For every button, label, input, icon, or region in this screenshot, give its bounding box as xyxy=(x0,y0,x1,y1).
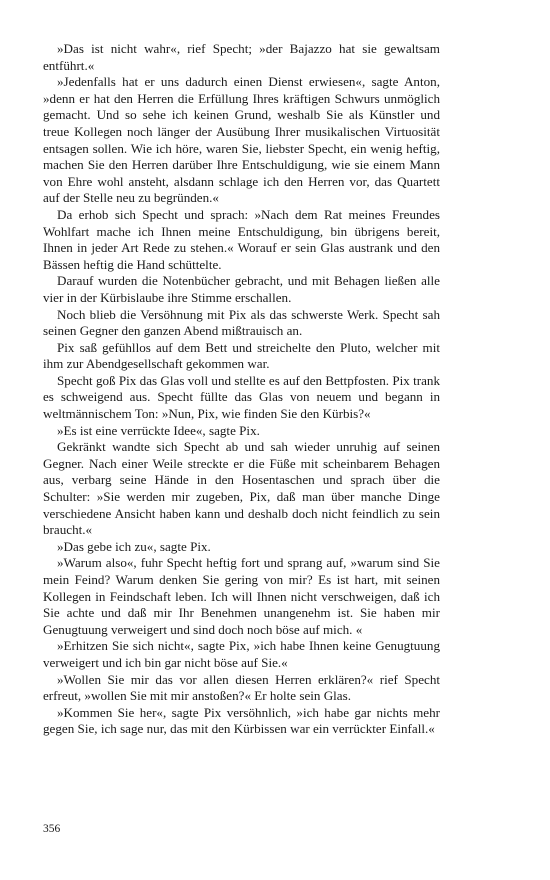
paragraph: Specht goß Pix das Glas voll und stellte es auf den Bettpfosten. Pix trank es schweigend aus. Specht füllte das Glas von neuem und begann in weltmännischem Ton: »Nun, Pix, wie finden Sie den Kürbis?« xyxy=(43,372,440,422)
paragraph: Noch blieb die Versöhnung mit Pix als das schwerste Werk. Specht sah seinen Gegner den ganzen Abend mißtrauisch an. xyxy=(43,306,440,339)
paragraph: »Jedenfalls hat er uns dadurch einen Dienst erwiesen«, sagte Anton, »denn er hat den Herren die Erfüllung Ihres kräftigen Schwurs unmöglich gemacht. Und so sehe ich keinen Grund, weshalb Sie als Künstler und treue Kollegen noch länger der Ausübung Ihrer musikalischen Virtuosität entsagen sollen. Wie ich höre, waren Sie, liebster Specht, ein wenig heftig, machen Sie den Herren darüber Ihre Entschuldigung, wie sie einem Mann von Ehre wohl ansteht, alsdann schlage ich den Herren vor, das Quartett auf der Stelle neu zu begründen.« xyxy=(43,74,440,206)
body-text xyxy=(43,41,440,738)
paragraph: »Kommen Sie her«, sagte Pix versöhnlich, »ich habe gar nichts mehr gegen Sie, ich sage nur, das mit den Kürbissen war ein verrückter Einfall.« xyxy=(43,704,440,737)
paragraph: »Das ist nicht wahr«, rief Specht; »der Bajazzo hat sie gewaltsam entführt.« xyxy=(43,41,440,73)
paragraph: »Es ist eine verrückte Idee«, sagte Pix. xyxy=(57,422,260,438)
paragraph: Da erhob sich Specht und sprach: »Nach dem Rat meines Freundes Wohlfart mache ich Ihnen meine Entschuldigung, bin übrigens bereit, Ihnen in jeder Art Rede zu stehen.« Worauf er sein Glas austrank und den Bässen heftig die Hand schüttelte. xyxy=(43,206,440,272)
paragraph: »Warum also«, fuhr Specht heftig fort und sprang auf, »warum sind Sie mein Feind? Warum denken Sie gering von mir? Es ist hart, mit seinen Kollegen in Feindschaft leben. Ich will Ihnen nicht verschweigen, daß ich Sie achte und daß mir Ihr Benehmen unangenehm ist. Sie haben mir Genugtuung verweigert und sind doch noch böse auf mich. « xyxy=(43,555,440,637)
page-number: 356 xyxy=(43,823,61,835)
paragraph: »Wollen Sie mir das vor allen diesen Herren erklären?« rief Specht erfreut, »wollen Sie mit mir anstoßen?« Er holte sein Glas. xyxy=(43,671,440,704)
paragraph: Pix saß gefühllos auf dem Bett und streichelte den Pluto, welcher mit ihm zur Abendgesellschaft gekommen war. xyxy=(43,339,440,372)
paragraph: »Erhitzen Sie sich nicht«, sagte Pix, »ich habe Ihnen keine Genugtuung verweigert und ich bin gar nicht böse auf Sie.« xyxy=(43,638,440,670)
paragraph: Darauf wurden die Notenbücher gebracht, und mit Behagen ließen alle vier in der Kürbislaube ihre Stimme erschallen. xyxy=(43,273,440,305)
paragraph: »Das gebe ich zu«, sagte Pix. xyxy=(57,538,211,554)
paragraph: Gekränkt wandte sich Specht ab und sah wieder unruhig auf seinen Gegner. Nach einer Weile streckte er die Füße mit scheinbarem Behagen aus, verbarg seine Hände in den Hosentaschen und sprach über die Schulter: »Sie werden mir zugeben, Pix, daß man über manche Dinge verschiedene Ansicht haben kann und deshalb doch nicht feindlich zu sein braucht.« xyxy=(43,439,440,538)
